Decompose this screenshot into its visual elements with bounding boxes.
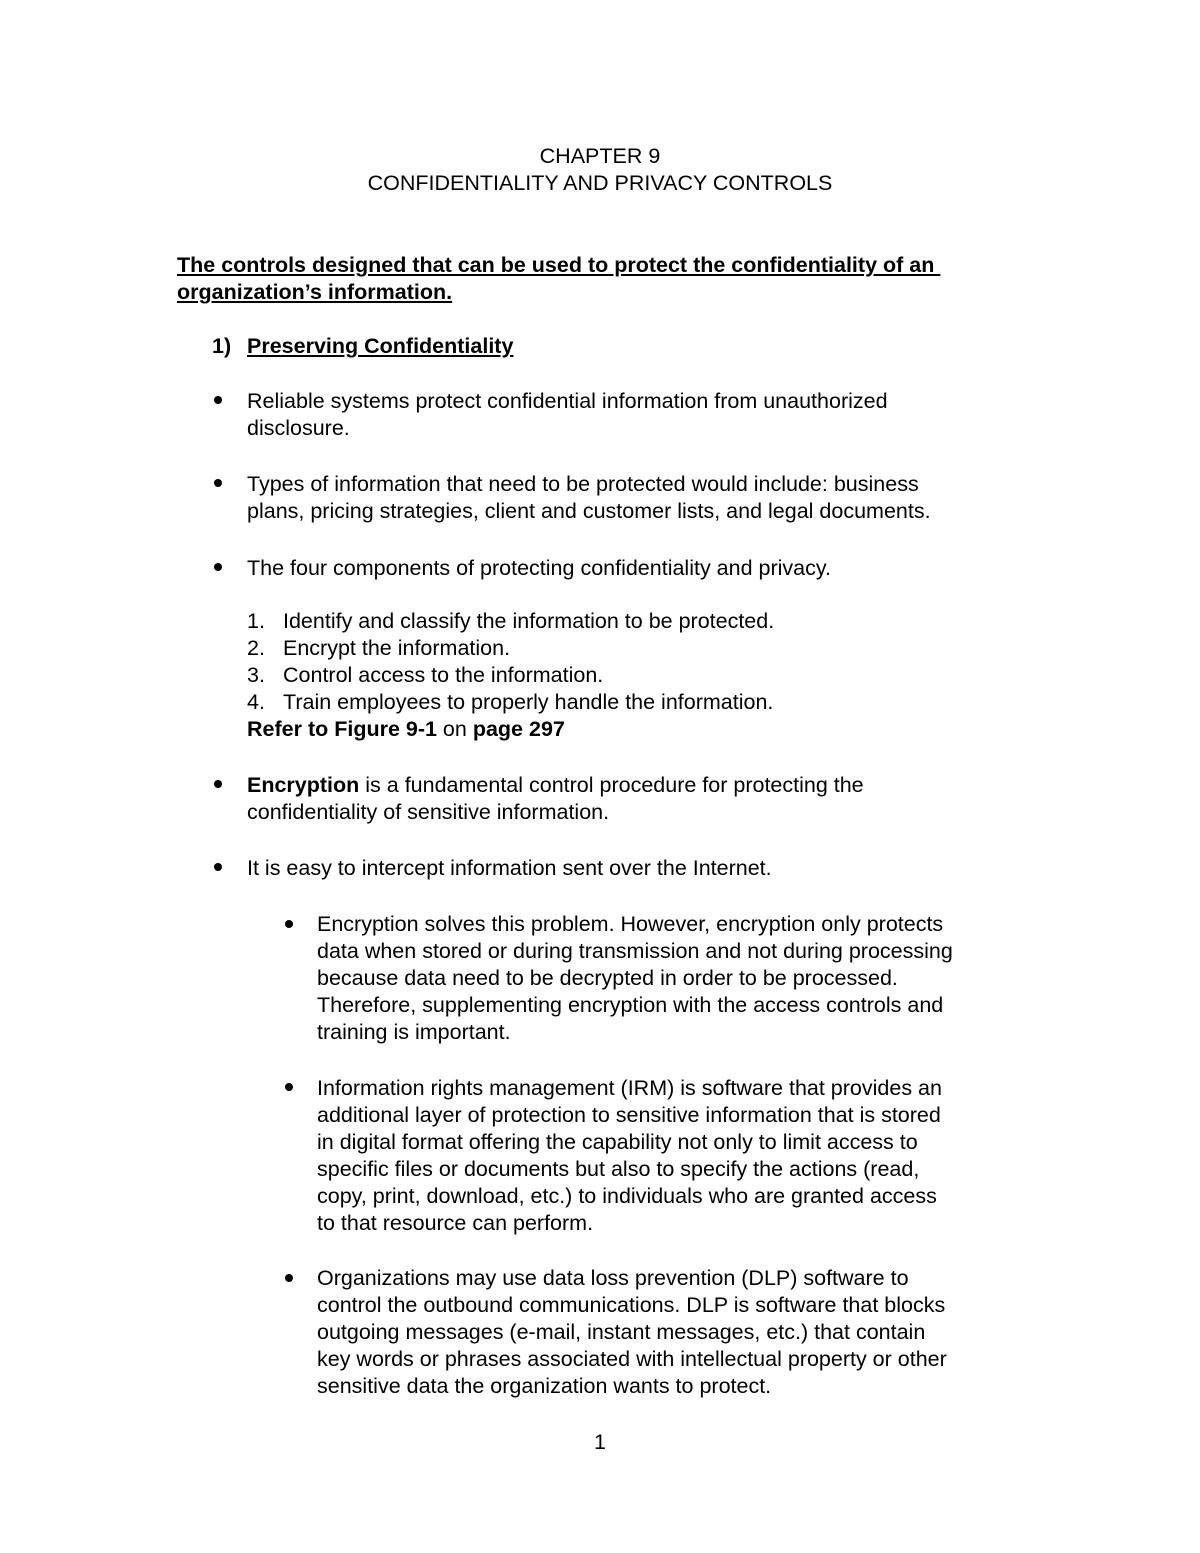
bullet-4-line-2: confidentiality of sensitive information. [247, 800, 610, 824]
bullet-4-line-1 [247, 772, 864, 799]
bullet-marker [214, 396, 222, 404]
sub-bullet-1-line: Therefore, supplementing encryption with the access controls and [317, 993, 944, 1017]
list-item: Encrypt the information. [283, 636, 511, 660]
section-heading: Preserving Confidentiality [247, 334, 514, 358]
bullet-2-line-2: plans, pricing strategies, client and customer lists, and legal documents. [247, 499, 931, 523]
sub-bullet-2-line: additional layer of protection to sensitive information that is stored [317, 1103, 941, 1127]
bullet-5-line-1: It is easy to intercept information sent over the Internet. [247, 856, 772, 880]
sub-bullet-marker [285, 920, 293, 928]
sub-bullet-1-line: Encryption solves this problem. However, encryption only protects [317, 912, 944, 936]
figure-reference [247, 716, 565, 743]
sub-bullet-marker [285, 1274, 293, 1282]
sub-bullet-3-line: Organizations may use data loss prevention (DLP) software to [317, 1266, 909, 1290]
sub-bullet-3-line: outgoing messages (e-mail, instant messages, etc.) that contain [317, 1320, 926, 1344]
bullet-4-line-1-rest: is a fundamental control procedure for protecting the [359, 773, 864, 797]
bullet-1-line-2: disclosure. [247, 416, 350, 440]
encryption-term: Encryption [247, 773, 360, 797]
sub-bullet-1-line: training is important. [317, 1020, 511, 1044]
page-number: 1 [594, 1430, 606, 1454]
bullet-marker [214, 780, 222, 788]
chapter-title: CONFIDENTIALITY AND PRIVACY CONTROLS [367, 171, 833, 195]
bullet-marker [214, 479, 222, 487]
list-number: 4. [247, 690, 265, 714]
sub-bullet-1-line: because data need to be decrypted in order to be processed. [317, 966, 898, 990]
sub-bullet-1-line: data when stored or during transmission and not during processing [317, 939, 953, 963]
list-item: Train employees to properly handle the information. [283, 690, 774, 714]
sub-bullet-2-line: Information rights management (IRM) is software that provides an [317, 1076, 942, 1100]
sub-bullet-2-line: in digital format offering the capability not only to limit access to [317, 1130, 918, 1154]
section-number: 1) [212, 334, 232, 358]
list-item: Control access to the information. [283, 663, 604, 687]
list-number: 2. [247, 636, 265, 660]
chapter-number: CHAPTER 9 [539, 144, 661, 168]
sub-bullet-marker [285, 1083, 293, 1091]
bullet-3-line-1: The four components of protecting confidentiality and privacy. [247, 556, 832, 580]
bullet-marker [214, 563, 222, 571]
sub-bullet-2-line: copy, print, download, etc.) to individuals who are granted access [317, 1184, 937, 1208]
sub-bullet-3-line: key words or phrases associated with intellectual property or other [317, 1347, 947, 1371]
sub-bullet-3-line: sensitive data the organization wants to protect. [317, 1374, 772, 1398]
sub-bullet-3-line: control the outbound communications. DLP is software that blocks [317, 1293, 946, 1317]
bullet-marker [214, 863, 222, 871]
sub-bullet-2-line: specific files or documents but also to specify the actions (read, [317, 1157, 920, 1181]
sub-bullet-2-line: to that resource can perform. [317, 1211, 594, 1235]
list-item: Identify and classify the information to be protected. [283, 609, 775, 633]
bullet-1-line-1: Reliable systems protect confidential information from unauthorized [247, 389, 888, 413]
figure-reference-page: page 297 [472, 717, 565, 741]
list-number: 1. [247, 609, 265, 633]
list-number: 3. [247, 663, 265, 687]
figure-reference-figure: Refer to Figure 9-1 [247, 717, 437, 741]
intro-line-1: The controls designed that can be used to protect the confidentiality of an [177, 253, 941, 277]
figure-reference-on: on [436, 717, 473, 741]
bullet-2-line-1: Types of information that need to be protected would include: business [247, 472, 919, 496]
intro-line-2: organization’s information. [177, 280, 453, 304]
